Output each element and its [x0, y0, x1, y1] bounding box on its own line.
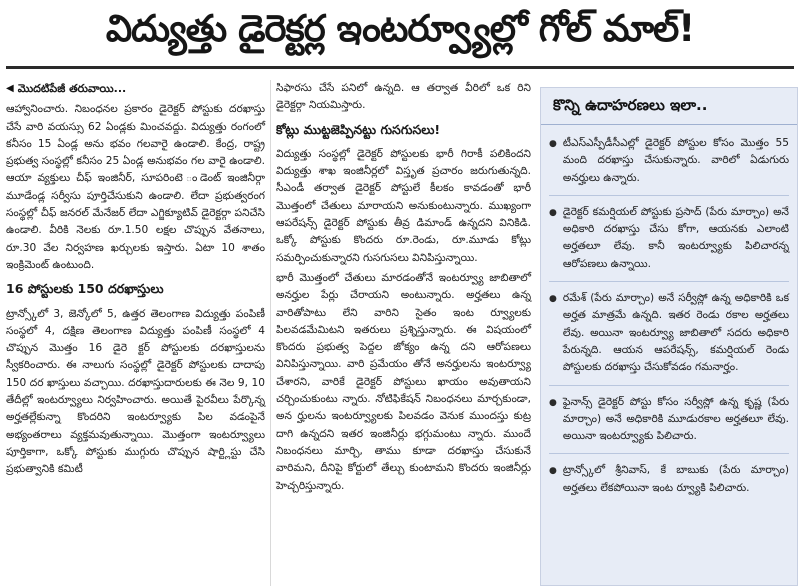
headline-rule [6, 66, 794, 69]
sidebar-title: కొన్ని ఉదాహరణలు ఇలా.. [541, 88, 797, 125]
continuation-kicker [6, 80, 265, 97]
bullet-icon: ● [549, 397, 557, 408]
section-subhead: 16 పోస్టులకు 150 దరఖాస్తులు [6, 281, 164, 297]
article-paragraph: ఆహ్వానించారు. నిబంధనల ప్రకారం డైరెక్టర్ పోస్టుకు దరఖాస్తు చేసే వారి వయస్సు 62 ఏండ్లకు మించవద్దు. విద్యుత్తు రంగంలో కనీసం 15 ఏండ్ల అను భవం గలవారై ఉండాలి. కేంద్ర, రాష్ట్ర ప్రభుత్వ సంస్థల్లో కనీసం 25 ఏండ్ల అనుభవం గల వారై ఉండాలి. ఆయా వ్యక్తులు చీఫ్ ఇంజినీర్, సూపరింటె ండెంట్ ఇంజినీర్గా మూడేండ్ల సర్వీసు పూర్తిచేసుకుని ఉండాలి. లేదా ప్రభుత్వరంగ సంస్థల్లో చీఫ్ జనరల్ మేనేజర్ లేదా ఎగ్జిక్యూటివ్ డైరెక్టర్గా పనిచేసి ఉండాలి. వీరికి నెలకు రూ.1.50 లక్షల చొప్పున వేతనాలు, రూ.30 వేల నిర్వహణ ఖర్చులకు ఇస్తారు. ఏటా 10 శాతం ఇంక్రిమెంట్ ఉంటుంది. [6, 103, 265, 271]
bullet-icon: ● [549, 139, 557, 149]
sidebar-item [549, 288, 789, 385]
sidebar-item [549, 202, 789, 282]
sidebar-item-text: ఫైనాన్స్ డైరెక్టర్ పోస్టు కోసం సర్వీస్లో ఉన్న కృష్ణ (పేరు మార్చాం) అనే అధికారికి మూడురకాల అర్హతలూ లేవు. అయినా ఇంటర్వ్యూకు పిలిచారు. [562, 395, 789, 443]
article-column-2 [276, 80, 531, 498]
sidebar-item-text: ట్రాన్స్కోలో శ్రీనివాస్, కే బాబుకు (పేరు మార్చాం) అర్హతలు లేకపోయినా ఇంట ర్వ్యూకి పిలిచారు. [562, 464, 789, 494]
sidebar-item [549, 392, 789, 455]
article-paragraph: ట్రాన్స్కోలో 3, జెన్కోలో 5, ఉత్తర తెలంగాణ విద్యుత్తు పంపిణీ సంస్థలో 4, దక్షిణ తెలంగాణ విద్యుత్తు పంపిణీ సంస్థలో 4 చొప్పున మొత్తం 16 డైరె క్టర్ పోస్టులకు దరఖాస్తులను స్వీకరించారు. ఈ నాలుగు సంస్థల్లో డైరెక్టర్ పోస్టులకు దాదాపు 150 దర ఖాస్తులు వచ్చాయి. దరఖాస్తుదారులకు ఈ నెల 9, 10 తేదీల్లో ఇంటర్వ్యూలు నిర్వహించారు. అయితే పైరవీలు పేర్కొన్న అర్హతల్లేకున్నా కొందరిని ఇంటర్వ్యూకు పిల వడంపైనే అభ్యంతరాలు వ్యక్తమవుతున్నాయి. మొత్తంగా ఇంటర్వ్యూలు పూర్తికాగా, ఒక్కో పోస్టుకు ముగ్గురు చొప్పున షార్ట్లిస్టు చేసి ప్రభుత్వానికి కమిటీ [6, 307, 265, 476]
triangle-bullet-icon: ◀ [6, 83, 14, 94]
headline: విద్యుత్తు డైరెక్టర్ల ఇంటర్వ్యూల్లో గోల్ మాల్! [105, 7, 695, 50]
sidebar-item-text: రమేశ్ (పేరు మార్చాం) అనే సర్వీస్లో ఉన్న అధికారికి ఒక అర్హత మాత్రమే ఉన్నది. ఇతర రెండు రకాల అర్హతలు లేవు. అయినా ఇంటర్వ్యూ జాబితాలో సదరు అధికారి పేరున్నది. ఆయన ఆపరేషన్స్, కమర్షియల్ రెండు పోస్టులకు దరఖాస్తు చేసుకోవడం గమనార్హం. [562, 292, 789, 374]
sidebar-item-text: టీఎస్ఎస్పీడీసీఎల్లో డైరెక్టర్ పోస్టుల కోసం మొత్తం 55 మంది దరఖాస్తు చేసుకున్నారు. వారిలో ఏడుగురు అనర్హులు ఉన్నారు. [562, 137, 789, 184]
sidebar-list [541, 125, 797, 505]
article-paragraph: భారీ మొత్తంలో చేతులు మారడంతోనే ఇంటర్వ్యూ జాబితాలో అనర్హుల పేర్లు చేరాయని అంటున్నారు. అర్హతలు ఉన్న వారితోపాటు లేని వారిని సైతం ఇంట ర్వ్యూలకు పిలవడమేమిటని ఇతరులు ప్రశ్నిస్తున్నారు. ఈ విషయంలో కొందరు ప్రభుత్వ పెద్దల జోక్యం ఉన్న దని ఆరోపణలు వినిపిస్తున్నాయి. వారి ప్రమేయం తోనే అనర్హులను ఇంటర్వ్యూ చేశారని, వారికే డైరెక్టర్ పోస్టులు ఖాయం అవుతాయని చర్చించుకుంటు న్నారు. నోటిఫికేషన్ నిబంధనలు మార్చకుండా, అన ర్హులను ఇంటర్వ్యూలకు పిలవడం వెనుక ముందస్తు కుట్ర దాగి ఉన్నదని ఇతర ఇంజినీర్లు భగ్గుమంటు న్నారు. ముందే నిబంధనలు మార్చి, తాము కూడా దరఖాస్తు చేసుకునే వారిమని, దీనిపై కోర్టులో తేల్చు కుంటామని కొందరు ఇంజినీర్లు హెచ్చరిస్తున్నారు. [276, 271, 531, 492]
sidebar-item [549, 460, 789, 505]
article-paragraph: సిఫారసు చేసే పనిలో ఉన్నది. ఆ తర్వాత వీరిలో ఒక రిని డైరెక్టర్గా నియమిస్తారు. [276, 82, 531, 112]
article-column-1 [6, 80, 265, 482]
section-subhead: కోట్లు ముట్టజెప్పినట్టు గుసగుసలు! [276, 121, 441, 137]
sidebar-item [549, 133, 789, 196]
bullet-icon: ● [549, 207, 557, 218]
article-paragraph: విద్యుత్తు సంస్థల్లో డైరెక్టర్ పోస్టులకు భారీ గిరాకీ పలికిందని విద్యుత్తు శాఖ ఇంజినీర్లలో విస్తృత ప్రచారం జరుగుతున్నది. సీఎండీ తర్వాత డైరెక్టర్ పోస్టులే కీలకం కావడంతో భారీ మొత్తంలో చేతులు మారాయని అనుకుంటున్నారు. ముఖ్యంగా ఆపరేషన్స్ డైరెక్టర్ పోస్టుకు తీవ్ర డిమాండ్ ఉన్నదని వినికిడి. ఒక్కో పోస్టుకు కొందరు రూ.రెండు, రూ.మూడు కోట్లు సమర్పించుకున్నారని గుసగుసలు వినిపిస్తున్నాయి. [276, 147, 531, 264]
kicker-text: మొదటిపేజీ తరువాయి... [17, 82, 127, 95]
examples-sidebar [540, 87, 798, 586]
bullet-icon: ● [549, 466, 557, 477]
sidebar-item-text: డైరెక్టర్ కమర్షియల్ పోస్టుకు ప్రసాద్ (పేరు మార్చాం) అనే అధికారి దరఖాస్తు చేసు కోగా, ఆయనకు ఎలాంటి అర్హతలూ లేవు. కానీ ఇంటర్వ్యూకు పిలిచారన్న ఆరోపణలు ఉన్నాయి. [562, 205, 789, 270]
bullet-icon: ● [549, 294, 557, 305]
column-divider [270, 80, 271, 586]
